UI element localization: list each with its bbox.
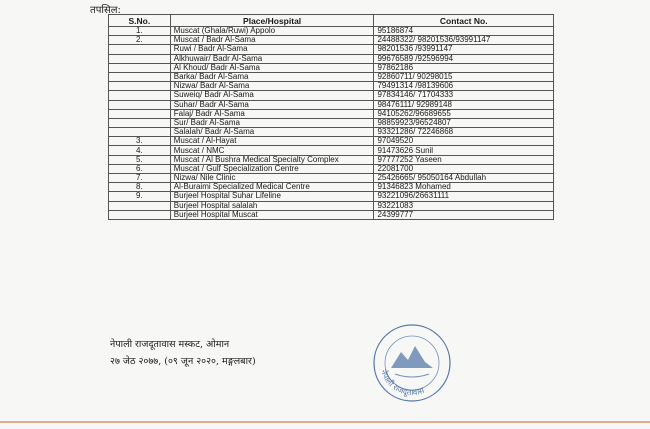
row-sno: 7. <box>109 174 171 183</box>
row-sno <box>109 118 171 127</box>
row-place: Muscat / NMC <box>170 146 374 155</box>
row-place: Alkhuwair/ Badr Al-Sama <box>170 54 374 63</box>
row-place: Sur/ Badr Al-Sama <box>170 118 374 127</box>
row-sno <box>109 54 171 63</box>
embassy-name: नेपाली राजदूतावास मस्कट, ओमान <box>110 339 230 350</box>
row-contact: 98476111/ 92989148 <box>374 100 554 109</box>
table-header-row <box>109 15 554 27</box>
column-header-contact: Contact No. <box>374 15 554 27</box>
row-contact: 24488322/ 98201536/93991147 <box>374 36 554 45</box>
table-row <box>109 54 554 63</box>
row-sno <box>109 128 171 137</box>
row-sno <box>109 45 171 54</box>
row-sno: 3. <box>109 137 171 146</box>
row-place: Nizwa/ Nile Clinic <box>170 174 374 183</box>
column-header-sno: S.No. <box>109 15 171 27</box>
row-place: Barka/ Badr Al-Sama <box>170 72 374 81</box>
table-row <box>109 82 554 91</box>
row-sno <box>109 91 171 100</box>
row-place: Al-Buraimi Specialized Medical Centre <box>170 183 374 192</box>
row-contact: 97862186 <box>374 63 554 72</box>
row-sno: 2. <box>109 36 171 45</box>
row-sno: 4. <box>109 146 171 155</box>
row-place: Suhar/ Badr Al-Sama <box>170 100 374 109</box>
row-place: Muscat / Al-Hayat <box>170 137 374 146</box>
column-header-place: Place/Hospital <box>170 15 374 27</box>
row-contact: 97777252 Yaseen <box>374 155 554 164</box>
row-place: Muscat / Gulf Specialization Centre <box>170 164 374 173</box>
row-place: Muscat / Al Bushra Medical Specialty Complex <box>170 155 374 164</box>
table-row <box>109 164 554 173</box>
row-sno <box>109 201 171 210</box>
row-place: Falaj/ Badr Al-Sama <box>170 109 374 118</box>
row-contact: 92860711/ 90298015 <box>374 72 554 81</box>
row-place: Salalah/ Badr Al-Sama <box>170 128 374 137</box>
row-sno <box>109 210 171 219</box>
row-contact: 91346823 Mohamed <box>374 183 554 192</box>
row-contact: 25426665/ 95050164 Abdullah <box>374 174 554 183</box>
table-row <box>109 210 554 219</box>
table-row <box>109 63 554 72</box>
table-row <box>109 91 554 100</box>
row-sno: 5. <box>109 155 171 164</box>
row-contact: 98859923/96524807 <box>374 118 554 127</box>
table-row <box>109 36 554 45</box>
table-row <box>109 100 554 109</box>
row-contact: 22081700 <box>374 164 554 173</box>
row-place: Muscat (Ghala/Ruwi) Appolo <box>170 27 374 36</box>
row-sno: 9. <box>109 192 171 201</box>
row-contact: 93221096/26631111 <box>374 192 554 201</box>
page-edge-line <box>0 421 650 423</box>
row-sno <box>109 82 171 91</box>
row-sno <box>109 109 171 118</box>
row-place: Ruwi / Badr Al-Sama <box>170 45 374 54</box>
row-contact: 98201536 /93991147 <box>374 45 554 54</box>
row-sno: 8. <box>109 183 171 192</box>
row-sno <box>109 63 171 72</box>
row-contact: 93321286/ 72246868 <box>374 128 554 137</box>
row-contact: 95186874 <box>374 27 554 36</box>
row-sno: 6. <box>109 164 171 173</box>
row-place: Suweiq/ Badr Al-Sama <box>170 91 374 100</box>
table-row <box>109 146 554 155</box>
row-contact: 93221083 <box>374 201 554 210</box>
row-sno <box>109 72 171 81</box>
table-row <box>109 118 554 127</box>
table-row <box>109 201 554 210</box>
row-place: Al Khoud/ Badr Al-Sama <box>170 63 374 72</box>
row-contact: 97049520 <box>374 137 554 146</box>
table-row <box>109 128 554 137</box>
table-row <box>109 192 554 201</box>
table-row <box>109 45 554 54</box>
row-contact: 97834146/ 71704333 <box>374 91 554 100</box>
table-row <box>109 174 554 183</box>
table-row <box>109 155 554 164</box>
row-place: Burjeel Hospital Suhar Lifeline <box>170 192 374 201</box>
row-place: Burjeel Hospital salalah <box>170 201 374 210</box>
date-line: २७ जेठ २०७७, (०९ जून २०२०, मङ्गलबार) <box>110 356 256 367</box>
hospital-contact-table <box>108 14 554 220</box>
row-place: Muscat / Badr Al-Sama <box>170 36 374 45</box>
table-row <box>109 183 554 192</box>
embassy-seal-stamp <box>371 322 453 404</box>
row-contact: 79491314 /98139606 <box>374 82 554 91</box>
row-sno: 1. <box>109 27 171 36</box>
row-contact: 91473626 Sunil <box>374 146 554 155</box>
svg-text:नेपाली राजदूतावास: नेपाली राजदूतावास <box>379 368 426 398</box>
row-contact: 99676589 /92596994 <box>374 54 554 63</box>
row-contact: 94105262/96689655 <box>374 109 554 118</box>
row-sno <box>109 100 171 109</box>
list-heading: तपसिल: <box>90 5 121 16</box>
table-row <box>109 109 554 118</box>
row-place: Burjeel Hospital Muscat <box>170 210 374 219</box>
table-row <box>109 72 554 81</box>
row-place: Nizwa/ Badr Al-Sama <box>170 82 374 91</box>
table-row <box>109 27 554 36</box>
table-row <box>109 137 554 146</box>
row-contact: 24399777 <box>374 210 554 219</box>
